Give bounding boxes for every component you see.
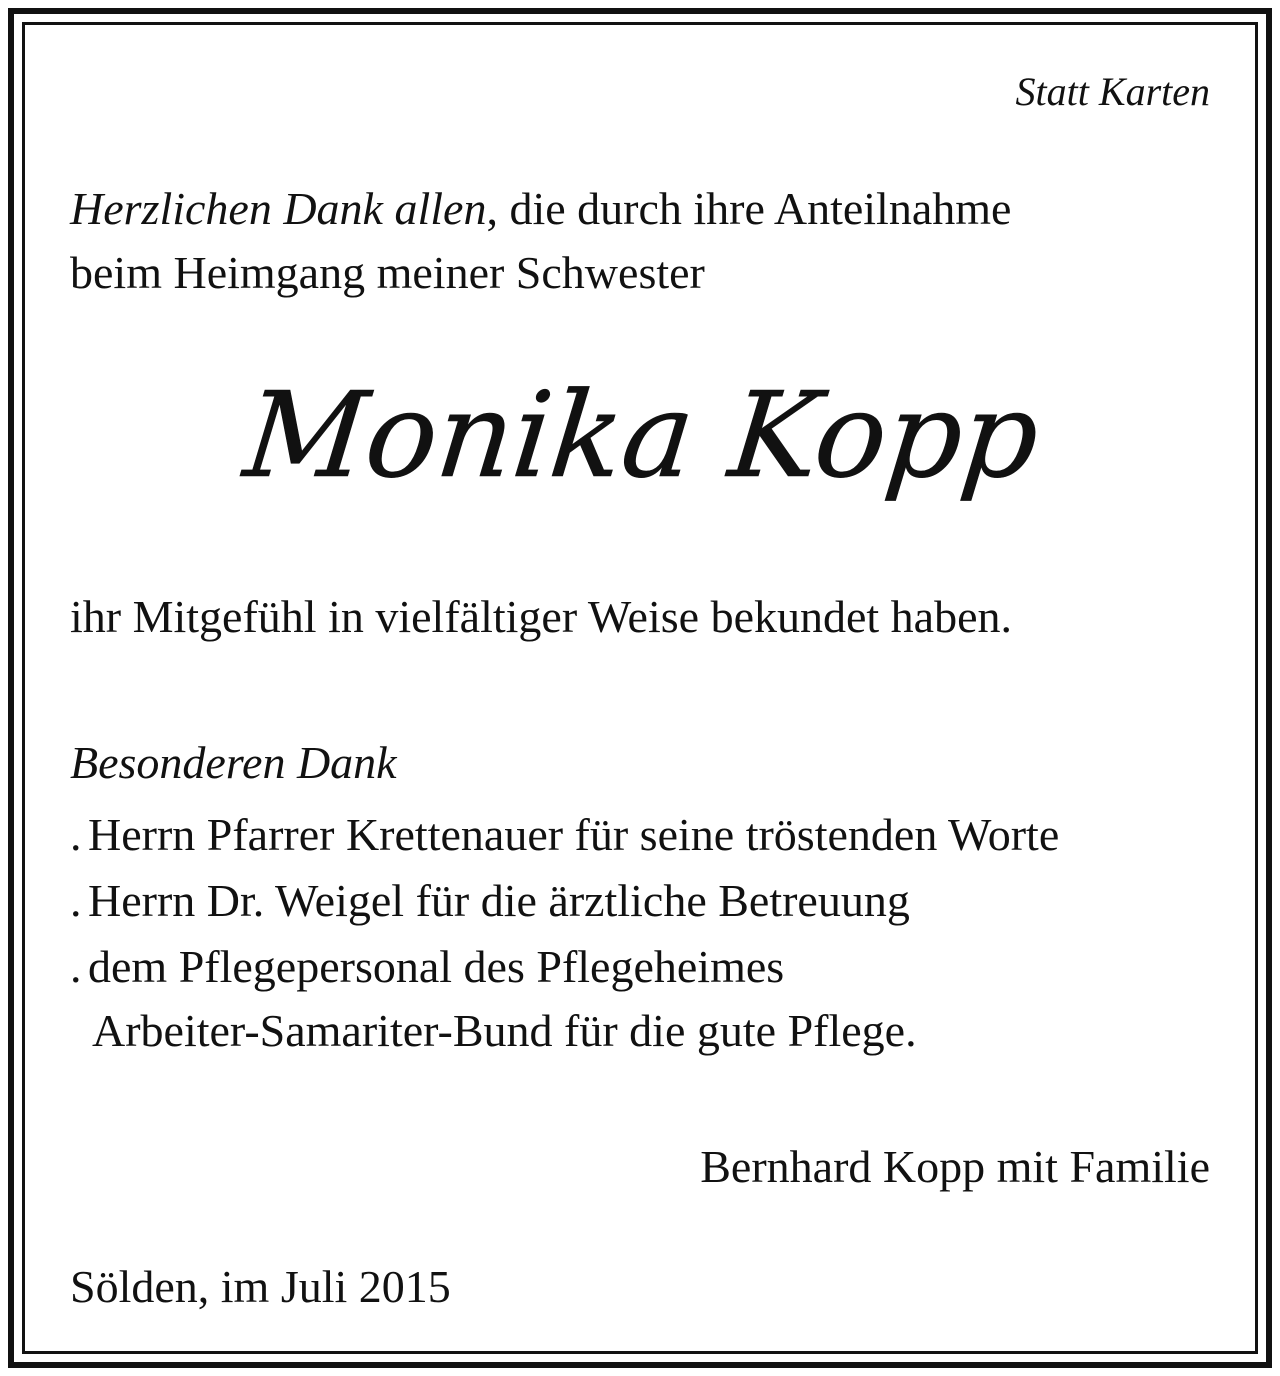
signature: Bernhard Kopp mit Familie xyxy=(700,1141,1210,1192)
thanks-continuation-text: Arbeiter-Samariter-Bund für die gute Pflege. xyxy=(92,1005,917,1056)
closing-line: ihr Mitgefühl in vielfältiger Weise bekundet haben. xyxy=(70,591,1013,642)
thanks-item-3 xyxy=(70,941,785,992)
bullet: . xyxy=(70,809,82,860)
thanks-item-text: dem Pflegepersonal des Pflegeheimes xyxy=(88,941,785,992)
special-thanks-heading: Besonderen Dank xyxy=(70,737,397,788)
deceased-name xyxy=(0,358,1280,518)
deceased-name-text: Monika Kopp xyxy=(238,366,1046,504)
header-note: Statt Karten xyxy=(1015,69,1210,114)
thanks-item-text: Herrn Dr. Weigel für die ärztliche Betreuung xyxy=(88,875,910,926)
intro-lead-rest: , die durch ihre Anteilnahme xyxy=(486,183,1012,234)
thanks-item-2 xyxy=(70,875,910,926)
bullet: . xyxy=(70,875,82,926)
thanks-item-text: Herrn Pfarrer Krettenauer für seine tröstenden Worte xyxy=(88,809,1060,860)
intro-line-1 xyxy=(70,183,1012,234)
intro-lead-italic: Herzlichen Dank allen xyxy=(70,183,487,234)
thanks-continuation xyxy=(70,1005,917,1056)
intro-line-2: beim Heimgang meiner Schwester xyxy=(70,247,705,298)
deceased-name-script xyxy=(190,358,1090,518)
place-date: Sölden, im Juli 2015 xyxy=(70,1261,451,1312)
thanks-item-1 xyxy=(70,809,1060,860)
bullet: . xyxy=(70,941,82,992)
